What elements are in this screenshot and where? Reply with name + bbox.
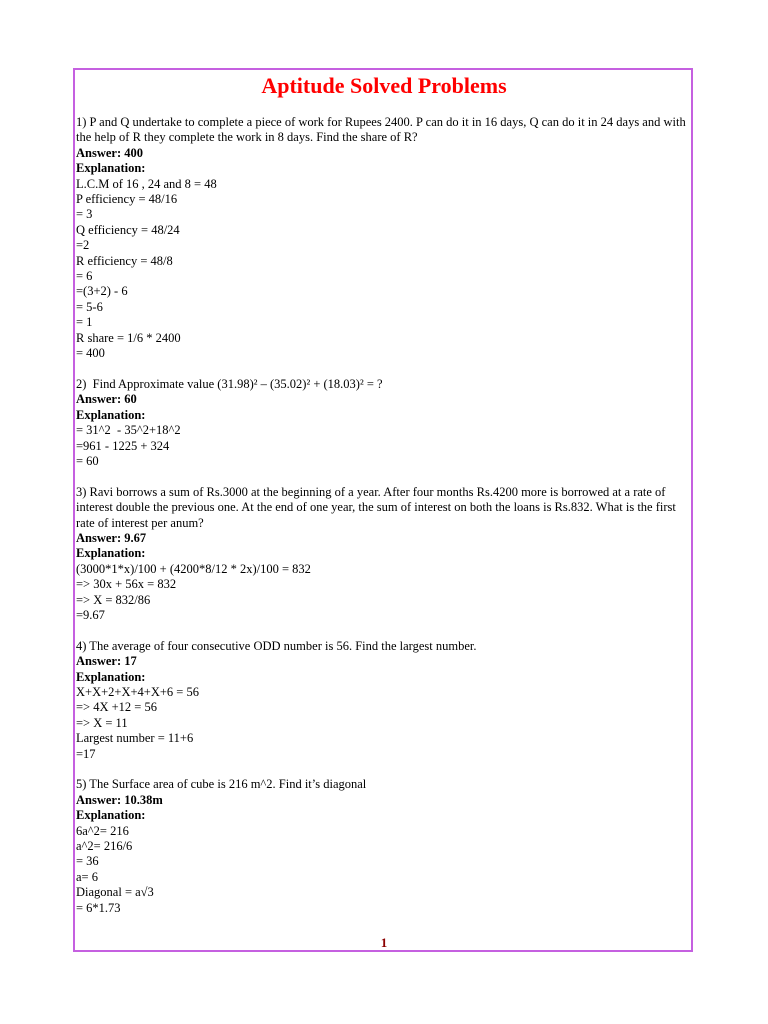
explanation-step: (3000*1*x)/100 + (4200*8/12 * 2x)/100 = 832 xyxy=(76,561,311,576)
problem-question: 5) The Surface area of cube is 216 m^2. Find it’s diagonal xyxy=(76,777,367,792)
page-number: 1 xyxy=(380,935,388,950)
explanation-step: => X = 11 xyxy=(76,715,128,730)
problem-block xyxy=(76,377,688,469)
explanation-step: => 30x + 56x = 832 xyxy=(76,577,177,592)
problems-list xyxy=(76,115,688,931)
explanation-step: Largest number = 11+6 xyxy=(76,731,194,746)
explanation-step: Q efficiency = 48/24 xyxy=(76,222,180,237)
explanation-step: Diagonal = a√3 xyxy=(76,885,154,900)
explanation-step: = 31^2 - 35^2+18^2 xyxy=(76,423,181,438)
explanation-step: =2 xyxy=(76,238,90,253)
problem-answer: Answer: 60 xyxy=(76,392,137,407)
explanation-step: P efficiency = 48/16 xyxy=(76,192,178,207)
explanation-label: Explanation: xyxy=(76,546,146,561)
explanation-step: =9.67 xyxy=(76,607,105,622)
problem-question: 2) Find Approximate value (31.98)² – (35.02)² + (18.03)² = ? xyxy=(76,376,383,391)
explanation-step: = 60 xyxy=(76,453,99,468)
document-title: Aptitude Solved Problems xyxy=(261,73,507,98)
explanation-step: = 1 xyxy=(76,315,93,330)
explanation-step: L.C.M of 16 , 24 and 8 = 48 xyxy=(76,176,217,191)
explanation-label: Explanation: xyxy=(76,161,146,176)
problem-answer: Answer: 400 xyxy=(76,145,144,160)
explanation-step: X+X+2+X+4+X+6 = 56 xyxy=(76,684,199,699)
explanation-label: Explanation: xyxy=(76,669,146,684)
explanation-step: =961 - 1225 + 324 xyxy=(76,438,170,453)
problem-block xyxy=(76,115,688,362)
explanation-label: Explanation: xyxy=(76,808,146,823)
explanation-step: R efficiency = 48/8 xyxy=(76,253,173,268)
explanation-step: = 5-6 xyxy=(76,299,103,314)
problem-block xyxy=(76,639,688,762)
explanation-step: => X = 832/86 xyxy=(76,592,151,607)
explanation-step: 6a^2= 216 xyxy=(76,823,129,838)
problem-answer: Answer: 10.38m xyxy=(76,792,163,807)
problem-block xyxy=(76,485,688,624)
problem-question: 3) Ravi borrows a sum of Rs.3000 at the beginning of a year. After four months Rs.4200 more is borrowed at a rate of interest double the previous one. At the end of one year, the sum of interest on both the loans is Rs.832. What is the first rate of interest per anum? xyxy=(76,484,679,530)
explanation-step: a= 6 xyxy=(76,869,98,884)
explanation-step: = 6 xyxy=(76,269,93,284)
explanation-step: = 3 xyxy=(76,207,93,222)
explanation-step: =(3+2) - 6 xyxy=(76,284,128,299)
explanation-label: Explanation: xyxy=(76,407,146,422)
explanation-step: => 4X +12 = 56 xyxy=(76,700,157,715)
problem-question: 1) P and Q undertake to complete a piece of work for Rupees 2400. P can do it in 16 days, Q can do it in 24 days and with the help of R they complete the work in 8 days. Find the share of R? xyxy=(76,115,689,145)
problem-block xyxy=(76,777,688,916)
problem-answer: Answer: 17 xyxy=(76,654,137,669)
explanation-step: =17 xyxy=(76,746,96,761)
problem-question: 4) The average of four consecutive ODD number is 56. Find the largest number. xyxy=(76,638,477,653)
problem-answer: Answer: 9.67 xyxy=(76,530,147,545)
explanation-step: = 36 xyxy=(76,854,99,869)
explanation-step: = 6*1.73 xyxy=(76,900,121,915)
explanation-step: = 400 xyxy=(76,346,105,361)
explanation-step: R share = 1/6 * 2400 xyxy=(76,330,181,345)
explanation-step: a^2= 216/6 xyxy=(76,839,133,854)
